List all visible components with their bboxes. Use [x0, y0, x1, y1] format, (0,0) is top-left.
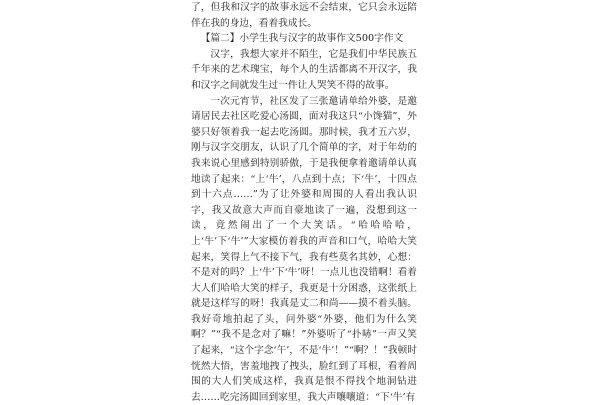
document-page: [191, 0, 417, 405]
section-heading: 【篇二】小学生我与汉字的故事作文500字作文: [200, 33, 404, 45]
paragraph-3: 一次元宵节，社区发了三张邀请单给外婆，是邀请居民去社区吃爱心汤圆，面对我这只“小馋猫”，外婆只好领着我一起去吃汤圆。那时候，我才五六岁，刚与汉字交朋友，认识了几个简单的字，对于年幼的我来说心里感到特别骄傲，于是我便拿着邀请单认真地读了起来：“上‘牛’，八点到十点；下‘牛’，十四点到十六点……”为了让外婆和周围的人看出我认识字，我又故意大声而自豪地读了一遍，没想到这一读，竟然闹出了一个大笑话。“哈哈哈哈，上‘牛’下‘牛’”大家模仿着我的声音和口气，哈哈大笑起来，笑得上气不接下气，我有些莫名其妙，心想：不是对的吗？上‘牛’下‘牛’呀！一点儿也没错啊！看着大人们哈哈大笑的样子，我更是十分困惑，这张纸上就是这样写的呀！我真是丈二和尚——摸不着头脑。我好奇地拍起了头，问外婆“外婆，他们为什么笑啊？”“我不是念对了嘛！”外婆听了“扑哧”一声又笑了起来，“这个字念‘午’，不是‘牛’！”“啊？！”我顿时恍然大悟，害羞地拽了拽头，脸红到了耳根，看着周围的大人们笑成这样，我真是恨不得找个地洞钻进去……吃完汤圆回到家里，我大声嚷嚷道：“下‘牛’有: [191, 95, 417, 403]
paragraph-1: 了，但我和汉字的故事永远不会结束，它只会永远陪伴在我的身边，看着我成长。: [191, 2, 417, 29]
paragraph-2: 汉字，我想大家并不陌生，它是我们中华民族五千年来的艺术瑰宝，每个人的生活都离不开汉字，我和汉字之间就发生过一件让人哭笑不得的故事。: [191, 48, 417, 91]
